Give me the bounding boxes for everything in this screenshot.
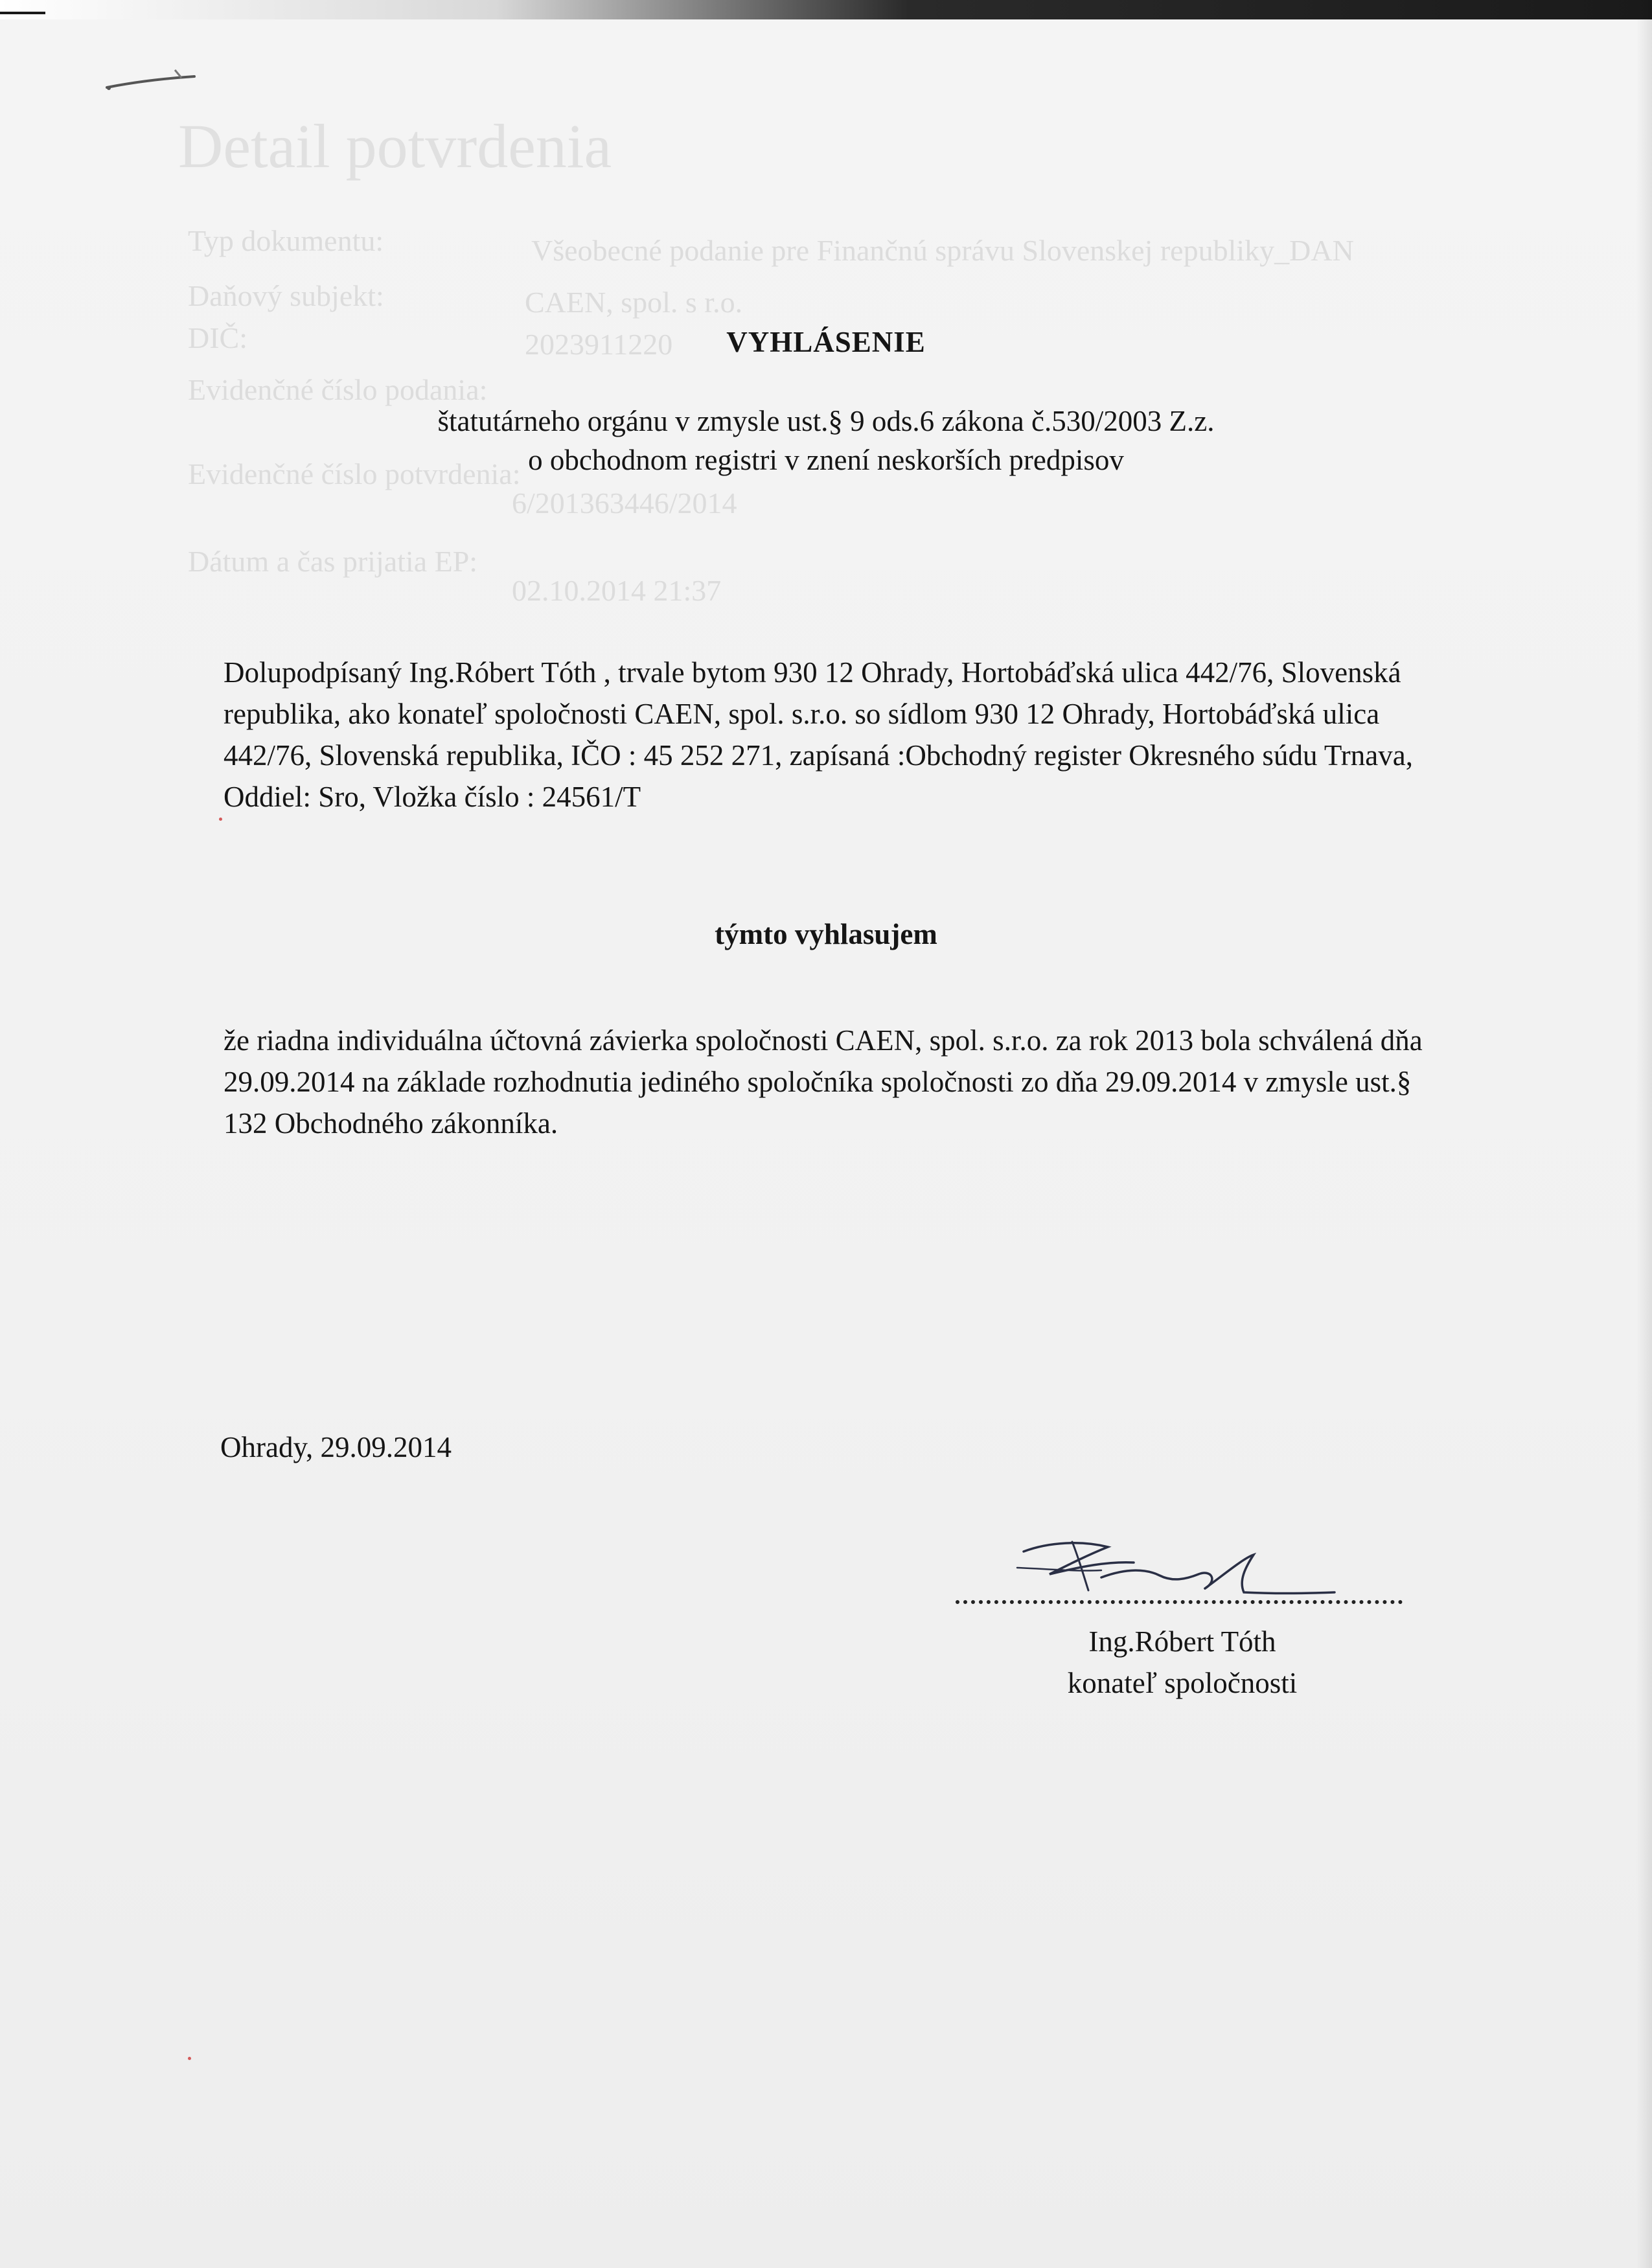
scan-speck — [219, 818, 222, 821]
subtitle-line-2: o obchodnom registri v znení neskorších predpisov — [528, 444, 1124, 476]
scribble-mark-icon — [104, 58, 207, 97]
bleed-through-label: Dátum a čas prijatia EP: — [188, 545, 478, 578]
bleed-through-value: 02.10.2014 21:37 — [512, 574, 722, 607]
scan-top-mark — [0, 12, 45, 14]
document-title: VYHLÁSENIE — [726, 326, 926, 358]
bleed-through-label: Evidenčné číslo potvrdenia: — [188, 457, 521, 490]
bleed-through-value: 2023911220 — [525, 328, 673, 361]
bleed-through-label: DIČ: — [188, 321, 247, 354]
bleed-through-value: CAEN, spol. s r.o. — [525, 286, 743, 319]
handwritten-signature — [1011, 1529, 1348, 1607]
bleed-through-label: Typ dokumentu: — [188, 224, 384, 257]
bleed-through-value: Všeobecné podanie pre Finančnú správu Slovenskej republiky_DAN — [531, 234, 1354, 267]
signatory-name: Ing.Róbert Tóth — [1088, 1625, 1276, 1658]
scan-speck — [188, 2057, 191, 2060]
signatory-role: konateľ spoločnosti — [1067, 1667, 1298, 1699]
document-subtitle — [0, 402, 1652, 479]
scan-top-edge — [0, 0, 1652, 19]
signature-line — [956, 1600, 1403, 1604]
declarant-paragraph: Dolupodpísaný Ing.Róbert Tóth , trvale bytom 930 12 Ohrady, Hortobáďská ulica 442/76, Slovenská republika, ako konateľ spoločnosti CAEN, spol. s.r.o. so sídlom 930 12 Ohrady, Hortobáďská ulica 442/76, Slovenská republika, IČO : 45 252 271, zapísaná :Obchodný register Okresného súdu Trnava, Oddiel: Sro, Vložka číslo : 24561/T — [224, 656, 1413, 813]
bleed-through-value: 6/201363446/2014 — [512, 487, 737, 520]
place-and-date: Ohrady, 29.09.2014 — [220, 1431, 452, 1463]
declaration-heading: týmto vyhlasujem — [715, 918, 937, 950]
subtitle-line-1: štatutárneho orgánu v zmysle ust.§ 9 ods.6 zákona č.530/2003 Z.z. — [437, 405, 1215, 437]
declaration-paragraph: že riadna individuálna účtovná závierka spoločnosti CAEN, spol. s.r.o. za rok 2013 bola schválená dňa 29.09.2014 na základe rozhodnutia jediného spoločníka spoločnosti zo dňa 29.09.2014 v zmysle ust.§ 132 Obchodného zákonníka. — [224, 1024, 1423, 1140]
bleed-through-label: Evidenčné číslo podania: — [188, 373, 488, 406]
bleed-through-title: Detail potvrdenia — [178, 111, 612, 181]
bleed-through-label: Daňový subjekt: — [188, 279, 384, 312]
